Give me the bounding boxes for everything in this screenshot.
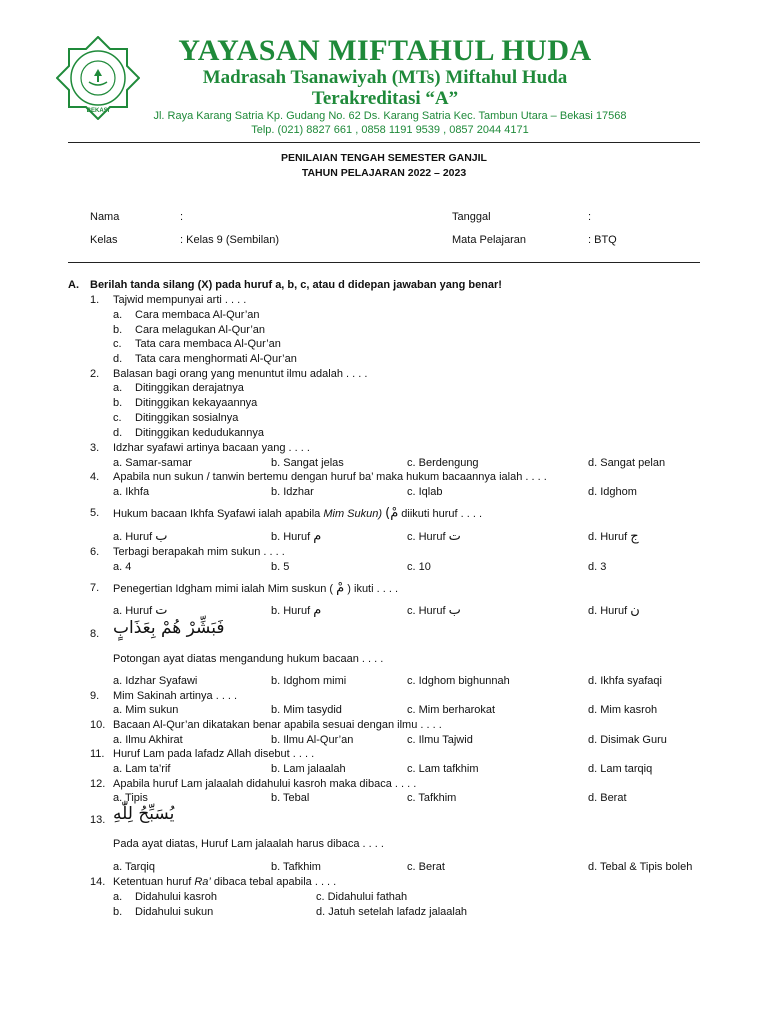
option-c[interactable]: c. Tafkhim (407, 792, 457, 804)
option-d[interactable]: d. Huruf ن (588, 603, 640, 618)
arabic-letter: ب (155, 529, 168, 544)
question-text: Apabila huruf Lam jalaalah didahului kasroh maka dibaca . . . . (113, 778, 417, 790)
option-a[interactable]: a. Tipis (113, 792, 148, 804)
option-a[interactable]: a. 4 (113, 561, 132, 573)
option-text: Ditinggikan kekayaannya (135, 397, 258, 409)
option-c[interactable]: c. Berdengung (407, 457, 479, 469)
option-text: Ditinggikan derajatnya (135, 382, 244, 394)
school-logo-icon (56, 36, 140, 120)
option-a[interactable]: a. Mim sukun (113, 704, 179, 716)
option-d[interactable]: d. Lam tarqiq (588, 763, 653, 775)
question-text: Balasan bagi orang yang menuntut ilmu adalah . . . . (113, 368, 368, 380)
question-text-part: ) ikuti . . . . (344, 583, 399, 595)
option-a[interactable]: a. Tarqiq (113, 861, 155, 873)
school-name: Madrasah Tsanawiyah (MTs) Miftahul Huda (202, 67, 568, 88)
arabic-letter: م (313, 529, 322, 544)
option-c[interactable]: c. Ilmu Tajwid (407, 734, 473, 746)
arabic-letter: ت (448, 529, 461, 544)
arabic-letter: ب (448, 603, 461, 618)
exam-title: PENILAIAN TENGAH SEMESTER GANJIL (281, 152, 487, 164)
option-b[interactable]: b. Mim tasydid (271, 704, 342, 716)
exam-year: TAHUN PELAJARAN 2022 – 2023 (301, 167, 467, 179)
arabic-letter: ج (630, 529, 639, 544)
arabic-letter: ن (630, 603, 640, 618)
question-text: Idzhar syafawi artinya bacaan yang . . . . (113, 442, 310, 454)
option-b[interactable]: b. Ilmu Al-Qur’an (271, 734, 354, 746)
tanggal-label: Tanggal (452, 211, 491, 223)
nama-label: Nama (90, 211, 120, 223)
question-number: 11. (90, 748, 105, 760)
option-c[interactable]: c. Iqlab (407, 486, 443, 498)
question-number: 13. (90, 814, 106, 826)
nama-field[interactable]: : (180, 211, 184, 223)
question-text: Potongan ayat diatas mengandung hukum bacaan . . . . (113, 653, 384, 665)
option-b[interactable]: b. Sangat jelas (271, 457, 344, 469)
question-text: Terbagi berapakah mim sukun . . . . (113, 546, 285, 558)
option-d[interactable]: d. Berat (588, 792, 627, 804)
question-text: Bacaan Al-Qur’an dikatakan benar apabila sesuai dengan ilmu . . . . (113, 719, 442, 731)
option-c[interactable]: c. Huruf ت (407, 529, 461, 544)
option-a[interactable]: a. Huruf ب (113, 529, 168, 544)
question-text-part: diikuti huruf . . . . (398, 508, 483, 520)
mapel-value: : BTQ (588, 234, 617, 246)
question-text-part: Penegertian Idgham mimi ialah Mim suskun ( (113, 583, 337, 595)
option-c[interactable]: c. Huruf ب (407, 603, 461, 618)
question-number: 7. (90, 582, 100, 594)
section-letter: A. (68, 279, 79, 291)
kelas-label: Kelas (90, 234, 118, 246)
option-letter[interactable]: b. (113, 906, 123, 918)
question-text: Apabila nun sukun / tanwin bertemu dengan huruf ba’ maka hukum bacaannya ialah . . . . (113, 471, 547, 483)
option-d[interactable]: d. Tebal & Tipis boleh (588, 861, 693, 873)
school-phone: Telp. (021) 8827 661 , 0858 1191 9539 , 0857 2044 4171 (251, 124, 529, 136)
option-c[interactable]: c. Didahului fathah (316, 891, 408, 903)
question-text: Pada ayat diatas, Huruf Lam jalaalah harus dibaca . . . . (113, 838, 384, 850)
mapel-label: Mata Pelajaran (452, 234, 526, 246)
question-text: Huruf Lam pada lafadz Allah disebut . . . . (113, 748, 315, 760)
option-c[interactable]: c. Lam tafkhim (407, 763, 479, 775)
option-letter[interactable]: c. (113, 338, 122, 350)
option-text: Ditinggikan sosialnya (135, 412, 239, 424)
question-number: 9. (90, 690, 100, 702)
logo-bottom-text: BEKASI (86, 108, 110, 114)
question-number: 14. (90, 876, 106, 888)
kelas-value: : Kelas 9 (Sembilan) (180, 234, 280, 246)
option-d[interactable]: d. Idghom (588, 486, 637, 498)
option-a[interactable]: a. Ikhfa (113, 486, 150, 498)
option-letter[interactable]: a. (113, 309, 123, 321)
question-number: 10. (90, 719, 106, 731)
question-text-italic: Ra’ (194, 876, 211, 888)
option-letter[interactable]: a. (113, 382, 123, 394)
option-text: Tata cara membaca Al-Qur’an (135, 338, 281, 350)
arabic-letter: ت (155, 603, 168, 618)
option-d[interactable]: d. Disimak Guru (588, 734, 667, 746)
option-c[interactable]: c. Idghom bighunnah (407, 675, 510, 687)
option-text: Cara melagukan Al-Qur’an (135, 324, 266, 336)
option-a[interactable]: a. Idzhar Syafawi (113, 675, 198, 687)
arabic-mim-sukun: مْ (336, 581, 345, 596)
question-text-part: Ketentuan huruf (113, 876, 195, 888)
option-b[interactable]: b. Lam jalaalah (271, 763, 346, 775)
question-number: 4. (90, 471, 100, 483)
option-text: Ditinggikan kedudukannya (135, 427, 265, 439)
option-a[interactable]: a. Samar-samar (113, 457, 192, 469)
question-number: 6. (90, 546, 100, 558)
option-a[interactable]: a. Lam ta’rif (113, 763, 171, 775)
option-c[interactable]: c. Mim berharokat (407, 704, 496, 716)
option-letter[interactable]: d. (113, 353, 123, 365)
option-letter[interactable]: c. (113, 412, 122, 424)
option-d[interactable]: d. Ikhfa syafaqi (588, 675, 662, 687)
option-b[interactable]: b. Tebal (271, 792, 310, 804)
question-number: 2. (90, 368, 100, 380)
option-d[interactable]: d. Sangat pelan (588, 457, 666, 469)
question-number: 3. (90, 442, 100, 454)
option-a[interactable]: a. Huruf ت (113, 603, 168, 618)
question-text-part: dibaca tebal apabila . . . . (210, 876, 337, 888)
option-text: Tata cara menghormati Al-Qur’an (135, 353, 297, 365)
option-b[interactable]: b. Huruf م (271, 603, 322, 618)
question-text: Mim Sakinah artinya . . . . (113, 690, 238, 702)
question-number: 8. (90, 628, 100, 640)
section-instruction: Berilah tanda silang (X) pada huruf a, b, c, atau d didepan jawaban yang benar! (90, 279, 502, 291)
question-number: 12. (90, 778, 106, 790)
header-divider (68, 142, 700, 143)
option-d[interactable]: d. Mim kasroh (588, 704, 658, 716)
option-letter[interactable]: b. (113, 397, 123, 409)
arabic-verse: يُسَبِّحُ لِلّٰهِ (113, 804, 175, 824)
tanggal-field[interactable]: : (588, 211, 592, 223)
option-d[interactable]: d. Jatuh setelah lafadz jalaalah (316, 906, 468, 918)
arabic-mim-sukun: (مْ (385, 506, 399, 521)
option-b[interactable]: b. Idzhar (271, 486, 314, 498)
option-d[interactable]: d. Huruf ج (588, 529, 639, 544)
option-b[interactable]: b. Tafkhim (271, 861, 321, 873)
option-a[interactable]: a. Ilmu Akhirat (113, 734, 183, 746)
option-c[interactable]: c. Berat (407, 861, 445, 873)
question-text (113, 876, 336, 889)
question-number: 5. (90, 507, 100, 519)
accreditation: Terakreditasi “A” (311, 88, 459, 109)
option-text: Didahului kasroh (135, 891, 217, 903)
school-address: Jl. Raya Karang Satria Kp. Gudang No. 62 Ds. Karang Satria Kec. Tambun Utara – Bekasi 17568 (153, 110, 627, 122)
option-b[interactable]: b. Huruf م (271, 529, 322, 544)
option-text: Didahului sukun (135, 906, 214, 918)
option-letter[interactable]: a. (113, 891, 123, 903)
option-d[interactable]: d. 3 (588, 561, 607, 573)
option-letter[interactable]: b. (113, 324, 123, 336)
arabic-letter: م (313, 603, 322, 618)
option-c[interactable]: c. 10 (407, 561, 431, 573)
option-letter[interactable]: d. (113, 427, 123, 439)
foundation-name: YAYASAN MIFTAHUL HUDA (178, 34, 592, 67)
arabic-verse: فَبَشِّرْ هُمْ بِعَذَابٍ (113, 618, 225, 638)
question-text (113, 507, 482, 521)
question-text (113, 582, 398, 596)
identity-divider (68, 262, 700, 263)
option-b[interactable]: b. Idghom mimi (271, 675, 347, 687)
question-text-italic: Mim Sukun) (323, 508, 386, 520)
option-b[interactable]: b. 5 (271, 561, 290, 573)
option-text: Cara membaca Al-Qur’an (135, 309, 260, 321)
question-text-part: Hukum bacaan Ikhfa Syafawi ialah apabila (113, 508, 324, 520)
question-number: 1. (90, 294, 100, 306)
question-text: Tajwid mempunyai arti . . . . (113, 294, 247, 306)
